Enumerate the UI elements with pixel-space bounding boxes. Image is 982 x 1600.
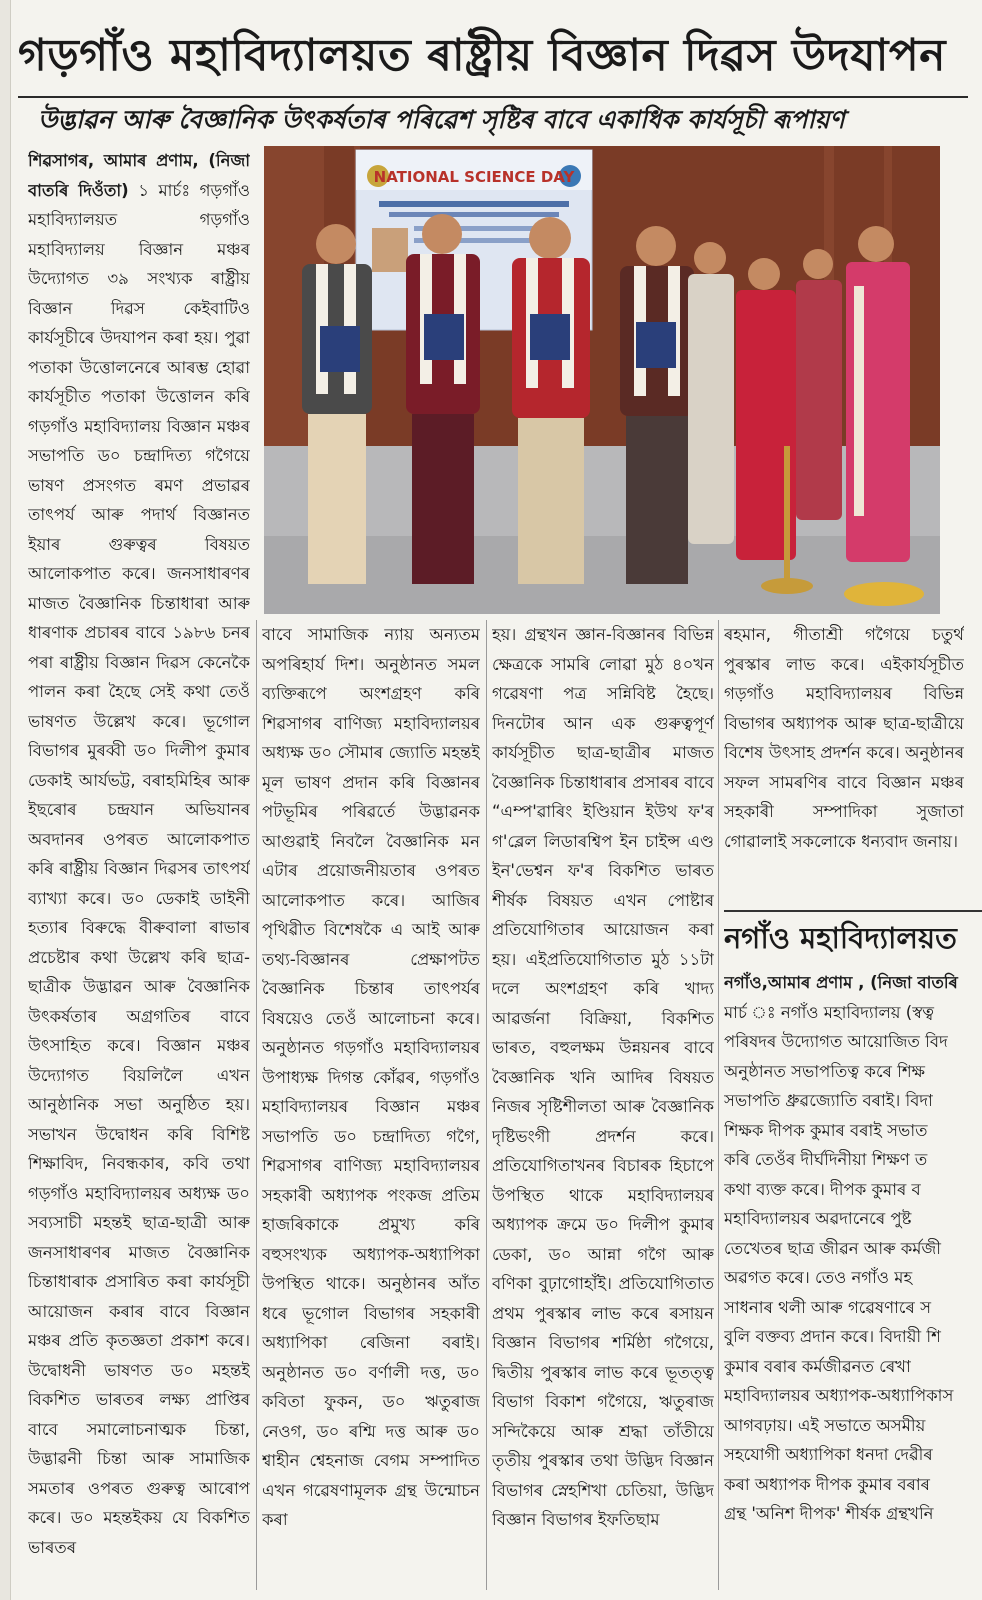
column-rule-2 xyxy=(486,620,487,1590)
second-article-line: আগবঢ়ায়। এই সভাতে অসমীয় xyxy=(724,1415,926,1435)
second-article-line: কৰি তেওঁৰ দীৰ্ঘদিনীয়া শিক্ষণ ত xyxy=(724,1150,928,1169)
second-article-line: পৰিষদৰ উদ্যোগত আয়োজিত বিদ xyxy=(724,1032,948,1051)
second-article-line: শিক্ষক দীপক কুমাৰ বৰাই সভাত xyxy=(724,1120,928,1140)
second-article-line: কুমাৰ বৰাৰ কৰ্মজীৱনত ৰেখা xyxy=(724,1356,911,1376)
article-column-1 xyxy=(28,146,250,1591)
article-column-3-text: হয়। গ্ৰন্থখন জ্ঞান-বিজ্ঞানৰ বিভিন্ন ক্ষেত্ৰকে সামৰি লোৱা মুঠ ৪০খন গৱেষণা পত্ৰ সন্নিবিষ্ট হৈছে। দিনটোৰ আন এক গুৰুত্বপূৰ্ণ কাৰ্যসূচীত ছাত্ৰ-ছাত্ৰীৰ মাজত বৈজ্ঞানিক চিন্তাধাৰাৰ প্ৰসাৰৰ বাবে “এম্প'ৱাৰিং ইণ্ডিয়ান ইউথ ফ'ৰ গ'ব্লেল লিডাৰশ্বিপ ইন চাইন্স এণ্ড ইন'ভেশ্বন ফ'ৰ বিকশিত ভাৰত শীৰ্ষক বিষয়ত এখন পোষ্টাৰ প্ৰতিযোগিতাৰ আয়োজন কৰা হয়। এইপ্ৰতিযোগিতাত মুঠ ১১টা দলে অংশগ্ৰহণ কৰি খাদ্য আৱৰ্জনা বিক্ৰিয়া, বিকশিত ভাৰত, বহুলক্ষম উন্নয়নৰ বাবে বৈজ্ঞানিক খনি আদিৰ বিষয়ত নিজৰ সৃষ্টিশীলতা আৰু বৈজ্ঞানিক দৃষ্টিভংগী প্ৰদৰ্শন কৰে। প্ৰতিযোগিতাখনৰ বিচাৰক হিচাপে উপস্থিত থাকে মহাবিদ্যালয়ৰ অধ্যাপক ক্ৰমে ড০ দিলীপ কুমাৰ ডেকা, ড০ আন্না গগৈ আৰু বণিকা বুঢ়াগোহাঁই। প্ৰতিযোগিতাত প্ৰথম পুৰস্কাৰ লাভ কৰে ৰসায়ন বিজ্ঞান বিভাগৰ শৰ্মিষ্ঠা গগৈয়ে, দ্বিতীয় পুৰস্কাৰ লাভ কৰে ভূতত্ত্ব বিভাগ বিকাশ গগৈয়ে, ঋতুৰাজ সন্দিকৈয়ে আৰু শ্ৰদ্ধা তাঁতীয়ে তৃতীয় পুৰস্কাৰ তথা উদ্ভিদ বিজ্ঞান বিভাগৰ স্নেহশিখা চেতিয়া, উদ্ভিদ বিজ্ঞান বিভাগৰ ইফতিছাম xyxy=(492,625,714,1529)
second-article-line: বুলি বক্তব্য প্ৰদান কৰে। বিদায়ী শি xyxy=(724,1327,941,1346)
article-dateline: শিৱসাগৰ, আমাৰ প্ৰণাম, (নিজা বাতৰি দিওঁতা) xyxy=(28,151,250,200)
article-column-4 xyxy=(724,620,964,910)
second-article-column xyxy=(724,968,974,1592)
article-column-3 xyxy=(492,620,714,1592)
second-article-line: সভাপতি ধ্ৰুৱজ্যোতি বৰাই। বিদা xyxy=(724,1091,933,1110)
second-article-line: মহাবিদ্যালয়ৰ অধ্যাপক-অধ্যাপিকাস xyxy=(724,1386,954,1405)
article-headline: গড়গাঁও মহাবিদ্যালয়ত ৰাষ্ট্ৰীয় বিজ্ঞান দিৱস উদযাপন xyxy=(18,30,946,81)
article-column-2 xyxy=(262,620,480,1592)
event-photo xyxy=(264,146,940,614)
second-article-line: মাৰ্চ ঃ নগাঁও মহাবিদ্যালয় (স্বত্ব xyxy=(724,1002,934,1022)
second-article-headline: নগাঁও মহাবিদ্যালয়ত xyxy=(724,910,982,964)
second-article-line: সহযোগী অধ্যাপিকা ধনদা দেৱীৰ xyxy=(724,1445,933,1464)
second-article-line: নগাঁও,আমাৰ প্ৰণাম , (নিজা বাতৰি xyxy=(724,973,958,992)
second-article-line: সাধনাৰ থলী আৰু গৱেষণাৰে স xyxy=(724,1297,931,1317)
column-rule-3 xyxy=(718,620,719,1590)
second-article-line: অৱগত কৰে। তেও নগাঁও মহ xyxy=(724,1268,913,1287)
second-article-line: কথা ব্যক্ত কৰে। দীপক কুমাৰ ব xyxy=(724,1179,921,1199)
event-photo-illustration xyxy=(264,146,940,614)
banner-title: NATIONAL SCIENCE DAY xyxy=(373,168,575,186)
second-article-line: গ্ৰন্থ 'অনিশ দীপক' শীৰ্ষক গ্ৰন্থখনি xyxy=(724,1504,934,1523)
page-edge xyxy=(0,0,11,1600)
headline-rule xyxy=(18,96,968,98)
second-article-line: কৰা অধ্যাপক দীপক কুমাৰ বৰাৰ xyxy=(724,1474,930,1494)
article-column-1-text: ১ মাৰ্চঃ গড়গাঁও মহাবিদ্যালয়ত গড়গাঁও মহাবিদ্যালয় বিজ্ঞান মঞ্চৰ উদ্যোগত ৩৯ সংখ্যক ৰাষ্ট্ৰীয় বিজ্ঞান দিৱস কেইবাটিও কাৰ্যসূচীৰে উদযাপন কৰা হয়। পুৱা পতাকা উত্তোলনেৰে আৰম্ভ হোৱা কাৰ্যসূচীত পতাকা উত্তোলন কৰি গড়গাঁও মহাবিদ্যালয় বিজ্ঞান মঞ্চৰ সভাপতি ড০ চন্দ্ৰাদিত্য গগৈয়ে ভাষণ প্ৰসংগত ৰমণ প্ৰভাৱৰ তাৎপৰ্য আৰু পদাৰ্থ বিজ্ঞানত ইয়াৰ গুৰুত্বৰ বিষয়ত আলোকপাত কৰে। জনসাধাৰণৰ মাজত বৈজ্ঞানিক চিন্তাধাৰা আৰু ধাৰণাক প্ৰচাৰৰ বাবে ১৯৮৬ চনৰ পৰা ৰাষ্ট্ৰীয় বিজ্ঞান দিৱস কেনেকৈ পালন কৰা হৈছে সেই কথা তেওঁ ভাষণত উল্লেখ কৰে। ভূগোল বিভাগৰ মুৰব্বী ড০ দিলীপ কুমাৰ ডেকাই আৰ্যভট্ট, বৰাহমিহিৰ আৰু ইছৰোৰ চন্দ্ৰযান অভিযানৰ অবদানৰ ওপৰত আলোকপাত কৰি ৰাষ্ট্ৰীয় বিজ্ঞান দিৱসৰ তাৎপৰ্য ব্যাখ্যা কৰে। ড০ ডেকাই ডাইনী হত্যাৰ বিৰুদ্ধে বীৰুবালা ৰাভাৰ প্ৰচেষ্টাৰ কথা উল্লেখ কৰি ছাত্ৰ-ছাত্ৰীক উদ্ভাৱন আৰু বৈজ্ঞানিক উৎকৰ্ষতাৰ অগ্ৰগতিৰ বাবে উৎসাহিত কৰে। বিজ্ঞান মঞ্চৰ উদ্যোগত বিয়লিলৈ এখন আনুষ্ঠানিক সভা অনুষ্ঠিত হয়। সভাখন উদ্বোধন কৰি বিশিষ্ট শিক্ষাবিদ, নিবন্ধকাৰ, কবি তথা গড়গাঁও মহাবিদ্যালয়ৰ অধ্যক্ষ ড০ সব্যসাচী মহন্তই ছাত্ৰ-ছাত্ৰী আৰু জনসাধাৰণৰ মাজত বৈজ্ঞানিক চিন্তাধাৰাক প্ৰসাৰিত কৰা কাৰ্যসূচী আয়োজন কৰাৰ বাবে বিজ্ঞান মঞ্চৰ প্ৰতি কৃতজ্ঞতা প্ৰকাশ কৰে। উদ্বোধনী ভাষণত ড০ মহন্তই বিকশিত ভাৰতৰ লক্ষ্য প্ৰাপ্তিৰ বাবে সমালোচনাত্মক চিন্তা, উদ্ভাৱনী চিন্তা আৰু সামাজিক সমতাৰ ওপৰত গুৰুত্ব আৰোপ কৰে। ড০ মহন্তইকয় যে বিকশিত ভাৰতৰ xyxy=(28,180,250,1557)
article-column-2-text: বাবে সামাজিক ন্যায় অন্যতম অপৰিহাৰ্য দিশ। অনুষ্ঠানত সমল ব্যক্তিৰূপে অংশগ্ৰহণ কৰি শিৱসাগৰ বাণিজ্য মহাবিদ্যালয়ৰ অধ্যক্ষ ড০ সৌমাৰ জ্যোতি মহন্তই মূল ভাষণ প্ৰদান কৰি বিজ্ঞানৰ পটভূমিৰ পৰিৱৰ্তে উদ্ভাৱনক আগুৱাই নিবলৈ বৈজ্ঞানিক মন এটাৰ প্ৰয়োজনীয়তাৰ ওপৰত আলোকপাত কৰে। আজিৰ পৃথিৱীত বিশেষকৈ এ আই আৰু তথ্য-বিজ্ঞানৰ প্ৰেক্ষাপটত বৈজ্ঞানিক চিন্তাৰ তাৎপৰ্যৰ বিষয়েও তেওঁ আলোচনা কৰে। অনুষ্ঠানত গড়গাঁও মহাবিদ্যালয়ৰ উপাধ্যক্ষ দিগন্ত কোঁৱৰ, গড়গাঁও মহাবিদ্যালয়ৰ বিজ্ঞান মঞ্চৰ সভাপতি ড০ চন্দ্ৰাদিত্য গগৈ, শিৱসাগৰ বাণিজ্য মহাবিদ্যালয়ৰ সহকাৰী অধ্যাপক পংকজ প্ৰতিম হাজৰিকাকে প্ৰমুখ্য কৰি বহুসংখ্যক অধ্যাপক-অধ্যাপিকা উপস্থিত থাকে। অনুষ্ঠানৰ আঁত ধৰে ভূগোল বিভাগৰ সহকাৰী অধ্যাপিকা ৰেজিনা বৰাই। অনুষ্ঠানত ড০ বৰ্ণালী দত্ত, ড০ কবিতা ফুকন, ড০ ঋতুৰাজ নেওগ, ড০ ৰশ্মি দত্ত আৰু ড০ শ্বাহীন শ্বেহনাজ বেগম সম্পাদিত এখন গৱেষণামূলক গ্ৰন্থ উন্মোচন কৰা xyxy=(262,625,480,1529)
second-article-line: মহাবিদ্যালয়ৰ অৱদানেৰে পুষ্ট xyxy=(724,1209,912,1228)
second-article-line: তেখেতৰ ছাত্ৰ জীৱন আৰু কৰ্মজী xyxy=(724,1238,941,1258)
article-column-4-text: ৰহমান, গীতাশ্ৰী গগৈয়ে চতুৰ্থ পুৰস্কাৰ লাভ কৰে। এইকাৰ্যসূচীত গড়গাঁও মহাবিদ্যালয়ৰ বিভিন্ন বিভাগৰ অধ্যাপক আৰু ছাত্ৰ-ছাত্ৰীয়ে বিশেষ উৎসাহ প্ৰদৰ্শন কৰে। অনুষ্ঠানৰ সফল সামৰণিৰ বাবে বিজ্ঞান মঞ্চৰ সহকাৰী সম্পাদিকা সুজাতা গোৱালাই সকলোকে ধন্যবাদ জনায়। xyxy=(724,625,964,851)
column-rule-1 xyxy=(256,620,257,1590)
article-subheadline: উদ্ভাৱন আৰু বৈজ্ঞানিক উৎকৰ্ষতাৰ পৰিৱেশ সৃষ্টিৰ বাবে একাধিক কাৰ্যসূচী ৰূপায়ণ xyxy=(38,105,845,134)
second-article-line: অনুষ্ঠানত সভাপতিত্ব কৰে শিক্ষ xyxy=(724,1061,925,1081)
